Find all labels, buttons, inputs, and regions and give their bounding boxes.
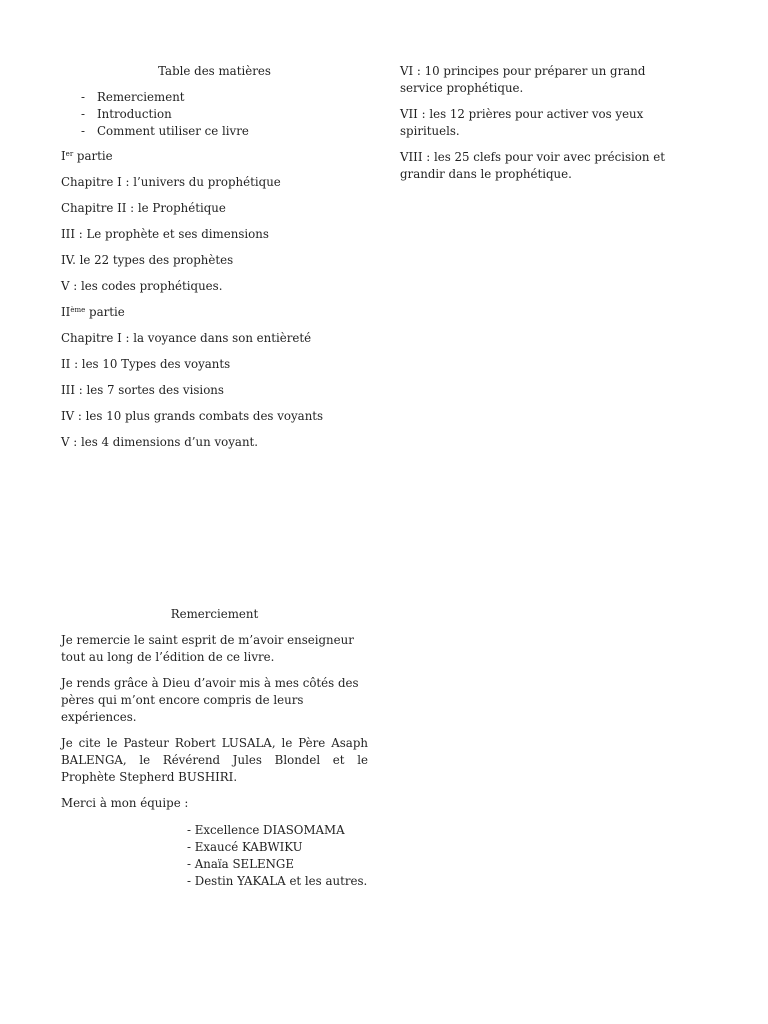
toc-entry: V : les codes prophétiques.	[61, 279, 223, 293]
list-item: - Introduction	[81, 107, 172, 121]
toc-entry: V : les 4 dimensions d’un voyant.	[61, 435, 259, 449]
toc-entry: VI : 10 principes pour préparer un grand service prophétique.	[400, 64, 646, 95]
toc-entry: Chapitre II : le Prophétique	[61, 201, 226, 215]
acknowledgements-paragraph: Je cite le Pasteur Robert LUSALA, le Père Asaph BALENGA, le Révérend Jules Blondel et le Prophète Stepherd BUSHIRI.	[61, 736, 368, 784]
list-item: - Comment utiliser ce livre	[81, 124, 249, 138]
toc-bullet-text: Remerciement	[97, 90, 185, 104]
team-list	[187, 822, 368, 890]
toc-entry: II : les 10 Types des voyants	[61, 357, 231, 371]
toc-entry: III : Le prophète et ses dimensions	[61, 227, 269, 241]
part-1-heading: Ier partie	[61, 149, 113, 163]
toc-entry: VIII : les 25 clefs pour voir avec précision et grandir dans le prophétique.	[400, 150, 665, 181]
table-of-contents-continued	[400, 63, 690, 192]
team-member: - Exaucé KABWIKU	[187, 840, 303, 854]
toc-title: Table des matières	[158, 64, 271, 78]
toc-bullet-text: Comment utiliser ce livre	[97, 124, 249, 138]
team-member: - Excellence DIASOMAMA	[187, 823, 345, 837]
toc-bullet-list	[61, 89, 368, 140]
toc-entry: IV. le 22 types des prophètes	[61, 253, 234, 267]
team-member: - Anaïa SELENGE	[187, 857, 294, 871]
toc-entry: IV : les 10 plus grands combats des voyants	[61, 409, 324, 423]
acknowledgements-section	[61, 606, 368, 890]
toc-bullet-text: Introduction	[97, 107, 172, 121]
toc-entry: Chapitre I : l’univers du prophétique	[61, 175, 281, 189]
acknowledgements-paragraph: Merci à mon équipe :	[61, 796, 189, 810]
list-item: - Remerciement	[81, 90, 185, 104]
acknowledgements-paragraph: Je remercie le saint esprit de m’avoir enseigneur tout au long de l’édition de ce livre.	[61, 633, 354, 664]
team-member: - Destin YAKALA et les autres.	[187, 874, 368, 888]
toc-entry: Chapitre I : la voyance dans son entièreté	[61, 331, 312, 345]
toc-entry: III : les 7 sortes des visions	[61, 383, 224, 397]
table-of-contents	[61, 63, 368, 460]
part-2-heading: IIème partie	[61, 305, 125, 319]
acknowledgements-paragraph: Je rends grâce à Dieu d’avoir mis à mes côtés des pères qui m’ont encore compris de leurs expériences.	[61, 676, 359, 724]
acknowledgements-title: Remerciement	[170, 607, 259, 621]
toc-entry: VII : les 12 prières pour activer vos yeux spirituels.	[400, 107, 644, 138]
